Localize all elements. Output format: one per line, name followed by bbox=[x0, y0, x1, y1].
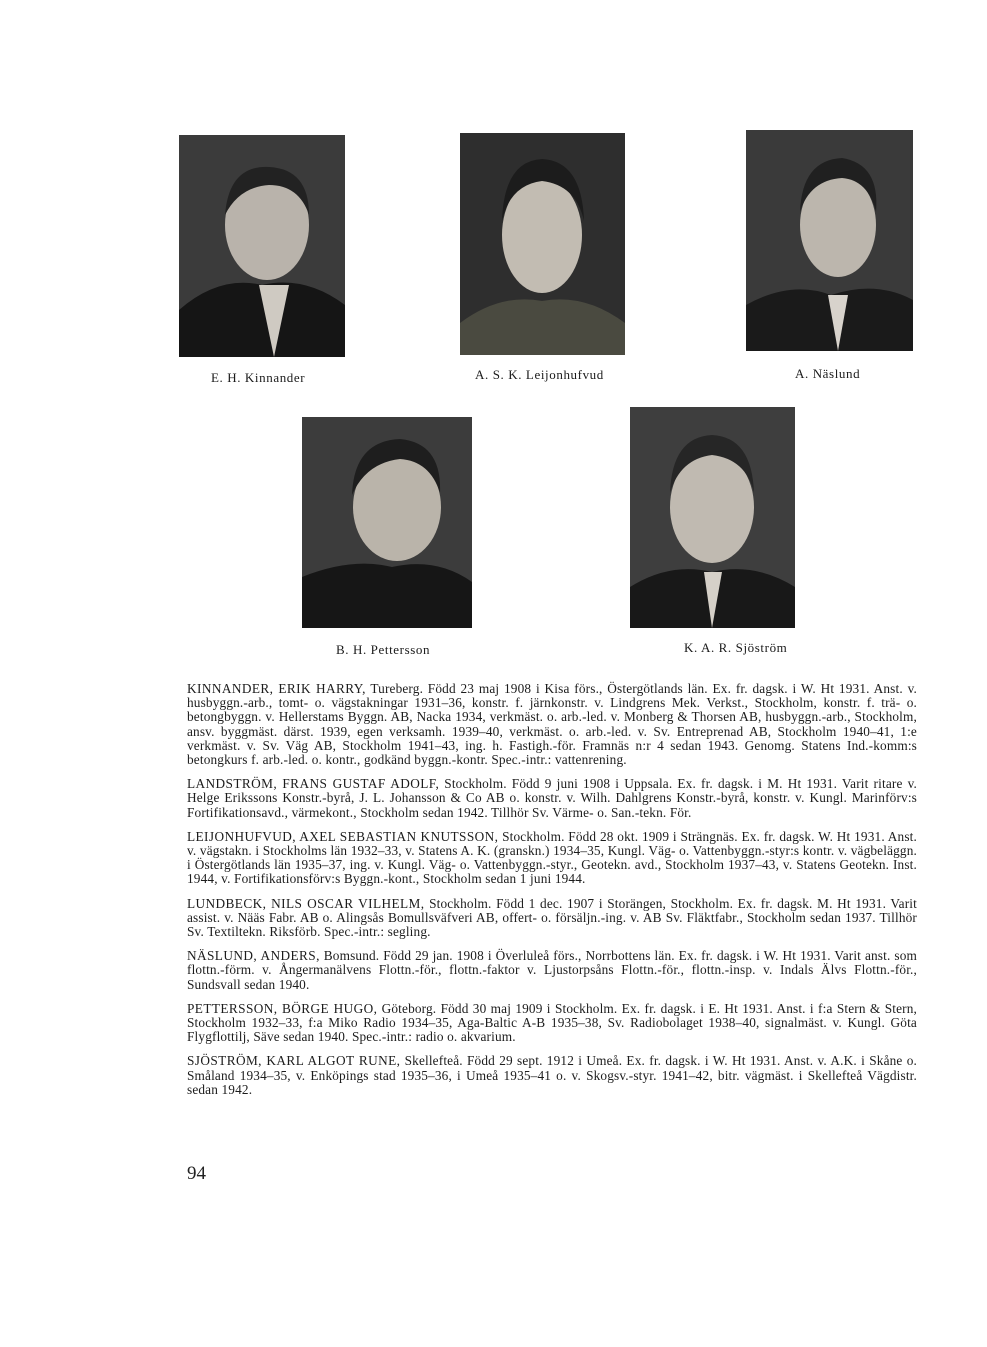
portrait-caption: B. H. Pettersson bbox=[336, 642, 431, 657]
entry-name: LANDSTRÖM, FRANS GUSTAF ADOLF, bbox=[187, 776, 440, 792]
portrait-caption: E. H. Kinnander bbox=[211, 370, 306, 385]
biography-entry bbox=[187, 1002, 917, 1045]
portrait-photo-sjostrom bbox=[630, 407, 795, 628]
portrait-caption: A. S. K. Leijonhufvud bbox=[475, 367, 604, 382]
portrait-photo-kinnander bbox=[179, 135, 345, 357]
portrait-photo-pettersson bbox=[302, 417, 472, 628]
biography-entry bbox=[187, 949, 917, 992]
page-number: 94 bbox=[187, 1163, 206, 1184]
entry-text: Skellefteå. Född 29 sept. 1912 i Umeå. Ex. fr. dagsk. i W. Ht 1931. Anst. v. A.K. i Skåne o. Småland 1934–35, v. Enköpings stad 1935–36, i Umeå 1935–41 o. v. Skogsv.-styr. 1941–42, bitr. vägmäst. i Skellefteå Vägdistr. sedan 1942. bbox=[187, 1053, 917, 1097]
entry-name: LUNDBECK, NILS OSCAR VILHELM, bbox=[187, 895, 425, 911]
entry-name: PETTERSSON, BÖRGE HUGO, bbox=[187, 1000, 378, 1016]
portrait-photo-leijonhufvud bbox=[460, 133, 625, 355]
biography-entry bbox=[187, 830, 917, 887]
entry-text: Stockholm. Född 1 dec. 1907 i Storängen, Stockholm. Ex. fr. dagsk. M. Ht 1931. Varit assist. v. Nääs Fabr. AB o. Alingsås Bomullsväfveri AB, offert- o. försäljn.-ing. v. AB Sv. Fläktfabr., Stockholm sedan 1937. Tillhör Sv. Textiltekn. Riksförb. Spec.-intr.: segling. bbox=[187, 895, 917, 940]
biography-entry bbox=[187, 897, 917, 940]
entry-name: LEIJONHUFVUD, AXEL SEBASTIAN KNUTSSON, bbox=[187, 828, 499, 844]
biography-entry bbox=[187, 777, 917, 820]
portrait-caption: A. Näslund bbox=[795, 366, 861, 381]
portrait-photo-naslund bbox=[746, 130, 913, 351]
entry-text: Bomsund. Född 29 jan. 1908 i Överluleå förs., Norrbottens län. Ex. fr. dagsk. i W. Ht 1931. Varit anst. som flottn.-förm. v. Ångermanälvens Flottn.-för., flottn.-faktor v. Ljustorpsåns Flottn.-för., flottn.-insp. v. Indals Älvs Flottn.-för., Sundsvall sedan 1940. bbox=[187, 948, 917, 992]
entry-text: Stockholm. Född 9 juni 1908 i Uppsala. Ex. fr. dagsk. i M. Ht 1931. Varit ritare v. Helge Erikssons Konstr.-byrå, J. L. Johansson & Co AB o. konstr. v. Wilh. Dahlgrens Konstr.-byrå, konstr. v. Kungl. Marinförv:s Fortifikationsavd., värmekont., Stockholm sedan 1942. Tillhör Sv. Värme- o. San.-tekn. För. bbox=[187, 776, 917, 820]
portrait-caption: K. A. R. Sjöström bbox=[684, 640, 788, 655]
entry-text: Tureberg. Född 23 maj 1908 i Kisa förs., Östergötlands län. Ex. fr. dagsk. i W. Ht 1931. Anst. v. husbyggn.-arb., tomt- o. vägstakningar 1931–36, konstr. f. järnkonstr. v. Lindgrens Mek. Verkst., Stockholm, konstr. f. trä- o. betongbyggn. v. Hellerstams Byggn. AB, Nacka 1934, verkmäst. o. arb.-led. v. Monberg & Thorsen AB, husbyggn.-arb., Stockholm, ansv. byggmäst. därst. 1939, egen verksamh. 1939–40, verkmäst. o. arb.-led. v. Sv. Entreprenad AB, Stockholm 1940–41, 1:e verkmäst. v. Sv. Väg AB, Stockholm 1941–43, ing. h. Fastigh.-för. Framnäs n:r 4 sedan 1943. Genomg. Statens Ind.-komm:s betongkurs f. arb.-led. o. kontr., godkänd byggn.-kontr. Spec.-intr.: vattenrening. bbox=[187, 681, 917, 768]
entry-name: SJÖSTRÖM, KARL ALGOT RUNE, bbox=[187, 1053, 401, 1069]
biography-entry bbox=[187, 1054, 917, 1097]
entry-name: KINNANDER, ERIK HARRY, bbox=[187, 681, 366, 696]
entry-name: NÄSLUND, ANDERS, bbox=[187, 948, 320, 964]
entry-text: Stockholm. Född 28 okt. 1909 i Strängnäs. Ex. fr. dagsk. W. Ht 1931. Anst. v. vägstakn. i Stockholms län 1932–33, v. Statens A. K. (granskn.) 1934–35, Kungl. Väg- o. Vattenbyggn.-styr:s kontr. v. vägbeläggn. i Östergötlands län 1935–37, ing. v. Kungl. Väg- o. Vattenbyggn.-styr., Geotekn. avd., Stockholm 1937–43, v. Statens Geotekn. Inst. 1944, v. Fortifikationsförv:s Byggn.-kont., Stockholm sedan 1 juni 1944. bbox=[187, 828, 917, 887]
biography-list bbox=[187, 682, 917, 1107]
biography-entry bbox=[187, 682, 917, 767]
entry-text: Göteborg. Född 30 maj 1909 i Stockholm. Ex. fr. dagsk. i E. Ht 1931. Anst. i f:a Stern & Stern, Stockholm 1932–33, f:a Miko Radio 1934–35, Aga-Baltic A-B 1935–38, Sv. Radiobolaget 1938–40, signalmäst. v. Kungl. Göta Flygflottilj, Säve sedan 1940. Spec.-intr.: radio o. akvarium. bbox=[187, 1000, 917, 1045]
